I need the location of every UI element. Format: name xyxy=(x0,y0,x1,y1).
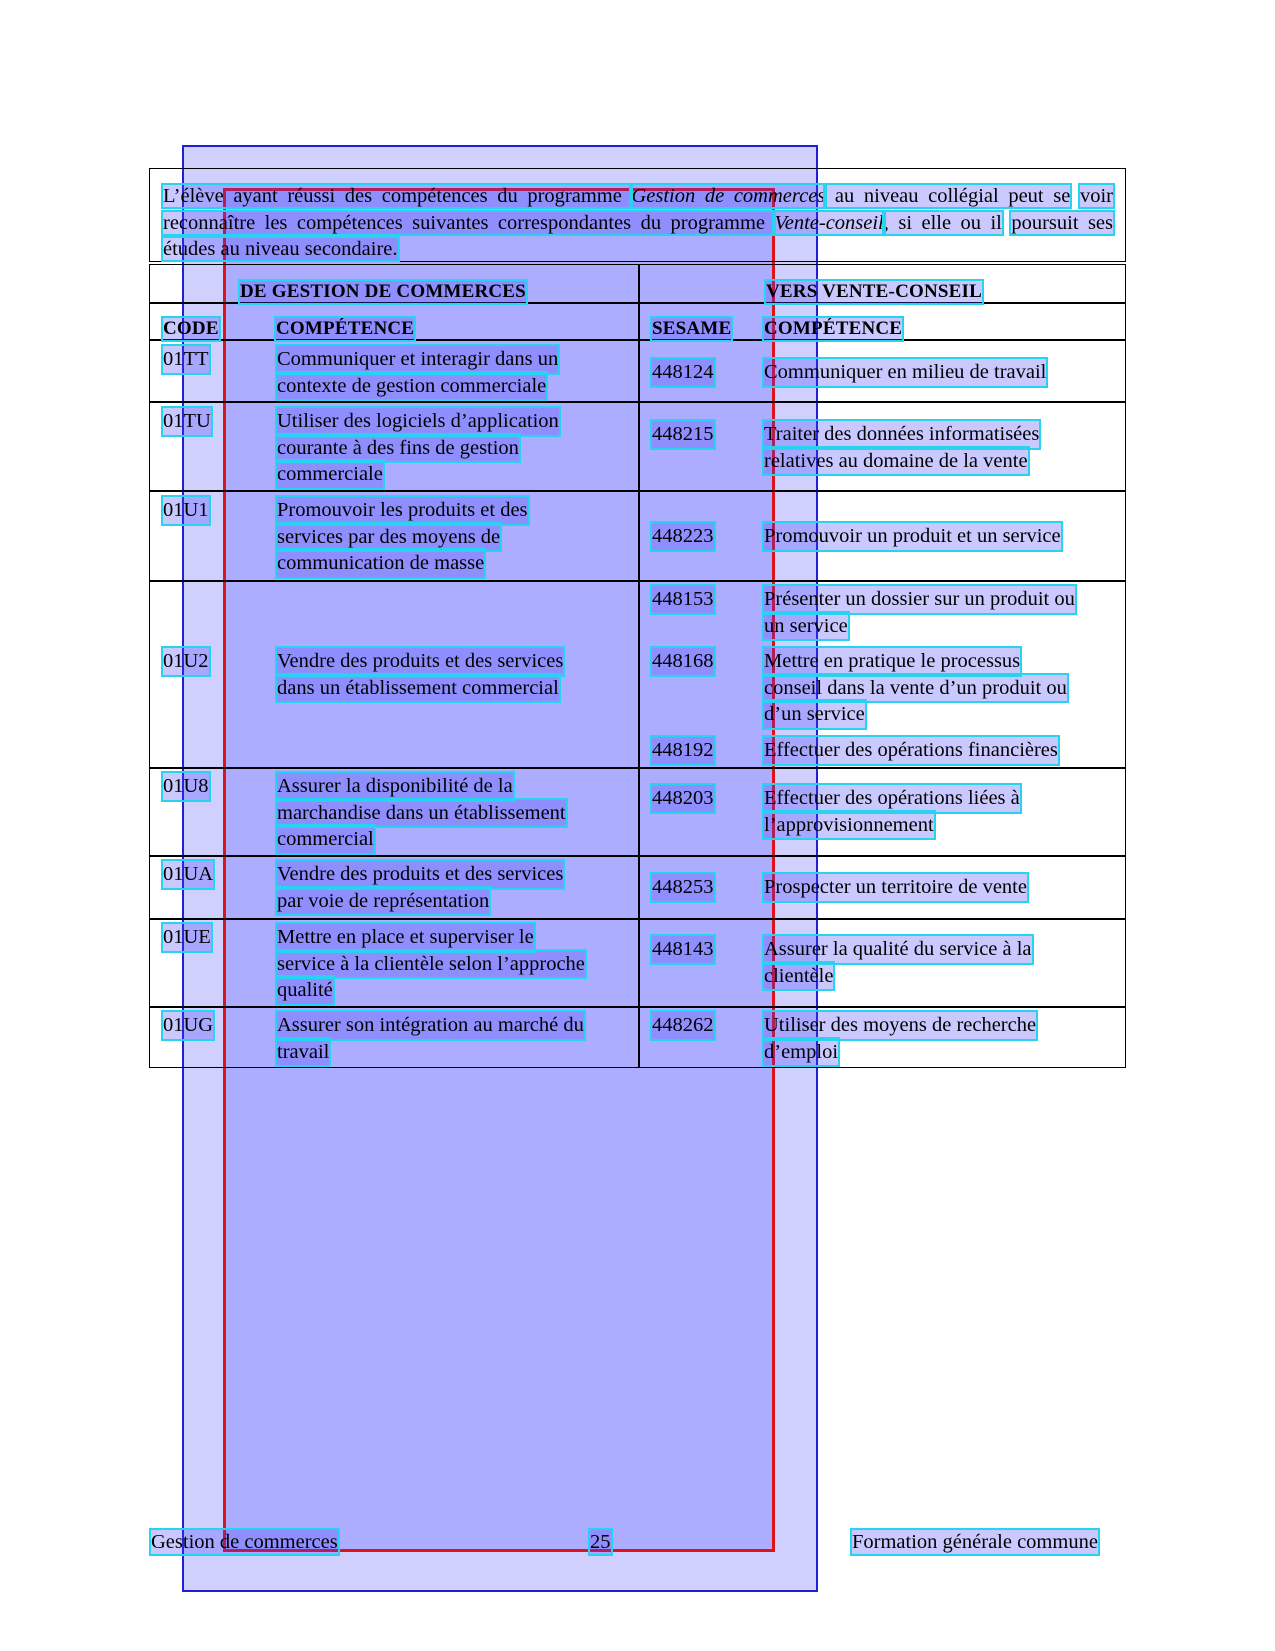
target-competence xyxy=(764,1012,1036,1065)
competence-line: services par des moyens de xyxy=(277,524,500,551)
target-competence xyxy=(764,874,1027,901)
sesame-code: 448203 xyxy=(652,785,714,812)
target-competence xyxy=(764,785,1020,838)
row-competence xyxy=(277,497,528,577)
competence-line: relatives au domaine de la vente xyxy=(764,448,1028,475)
competence-line: d’emploi xyxy=(764,1039,838,1066)
row-competence xyxy=(277,408,559,488)
row-code: 01U8 xyxy=(163,773,209,800)
intro-text-2b: , si elle ou il xyxy=(883,211,1002,234)
competence-line: Prospecter un territoire de vente xyxy=(764,874,1027,901)
row-code: 01U2 xyxy=(163,648,209,675)
row-code: 01TT xyxy=(163,346,209,373)
competence-line: Assurer la disponibilité de la xyxy=(277,773,513,800)
intro-target-program: Vente-conseil xyxy=(774,211,884,234)
target-competence xyxy=(764,523,1061,550)
competence-line: Mettre en place et superviser le xyxy=(277,924,534,951)
competence-line: Effectuer des opérations liées à xyxy=(764,785,1020,812)
table-column-divider xyxy=(638,264,640,1068)
sesame-code: 448143 xyxy=(652,936,714,963)
intro-paragraph xyxy=(163,183,1113,263)
row-code: 01UA xyxy=(163,861,213,888)
target-competence xyxy=(764,737,1058,764)
row-code: 01UG xyxy=(163,1012,213,1039)
target-competence xyxy=(764,648,1067,728)
competence-line: Mettre en pratique le processus xyxy=(764,648,1020,675)
sesame-code: 448215 xyxy=(652,421,714,448)
competence-line: dans un établissement commercial xyxy=(277,675,559,702)
row-competence xyxy=(277,924,585,1004)
row-code: 01UE xyxy=(163,924,211,951)
competence-line: Effectuer des opérations financières xyxy=(764,737,1058,764)
competence-line: Promouvoir les produits et des xyxy=(277,497,528,524)
group-header-target: VERS VENTE-CONSEIL xyxy=(766,281,983,302)
target-competence xyxy=(764,936,1032,989)
column-header-competence-target: COMPÉTENCE xyxy=(764,318,903,339)
competence-line: clientèle xyxy=(764,963,833,990)
competence-line: Communiquer et interagir dans un xyxy=(277,346,558,373)
competence-line: d’un service xyxy=(764,701,865,728)
sesame-code: 448124 xyxy=(652,359,714,386)
intro-text-2a: voir reconnaître les compétences suivantes correspondantes du programme xyxy=(163,185,1113,234)
sesame-code: 448223 xyxy=(652,523,714,550)
intro-text-3: poursuit ses études au niveau secondaire. xyxy=(163,211,1114,260)
footer-section-name: Formation générale commune xyxy=(852,1531,1098,1553)
row-competence xyxy=(277,648,563,701)
target-competence xyxy=(764,359,1046,386)
competence-line: conseil dans la vente d’un produit ou xyxy=(764,675,1067,702)
intro-text-1b: au niveau collégial peut se xyxy=(825,185,1071,207)
sesame-code: 448262 xyxy=(652,1012,714,1039)
competence-line: Vendre des produits et des services xyxy=(277,648,563,675)
row-code: 01U1 xyxy=(163,497,209,524)
competence-line: l’approvisionnement xyxy=(764,812,934,839)
row-competence xyxy=(277,346,558,399)
competence-line: Promouvoir un produit et un service xyxy=(764,523,1061,550)
competence-line: Traiter des données informatisées xyxy=(764,421,1039,448)
column-header-competence: COMPÉTENCE xyxy=(276,318,415,339)
intro-program-name: Gestion de commerces xyxy=(631,185,826,207)
competence-line: Assurer la qualité du service à la xyxy=(764,936,1032,963)
competence-line: par voie de représentation xyxy=(277,888,489,915)
sesame-code: 448253 xyxy=(652,874,714,901)
footer-program-name: Gestion de commerces xyxy=(151,1531,338,1553)
competence-line: commerciale xyxy=(277,461,383,488)
competence-line: Présenter un dossier sur un produit ou xyxy=(764,586,1075,613)
competence-line: qualité xyxy=(277,977,333,1004)
competence-line: contexte de gestion commerciale xyxy=(277,373,546,400)
intro-box xyxy=(149,168,1126,262)
row-code: 01TU xyxy=(163,408,211,435)
competence-line: communication de masse xyxy=(277,550,484,577)
competence-line: marchandise dans un établissement xyxy=(277,800,566,827)
competence-line: Communiquer en milieu de travail xyxy=(764,359,1046,386)
competence-line: Vendre des produits et des services xyxy=(277,861,563,888)
competence-line: service à la clientèle selon l’approche xyxy=(277,951,585,978)
target-competence xyxy=(764,421,1039,474)
competence-line: Utiliser des logiciels d’application xyxy=(277,408,559,435)
competence-line: travail xyxy=(277,1039,329,1066)
competence-line: courante à des fins de gestion xyxy=(277,435,519,462)
group-header-source: DE GESTION DE COMMERCES xyxy=(240,281,526,302)
competence-line: un service xyxy=(764,613,848,640)
competence-line: Assurer son intégration au marché du xyxy=(277,1012,584,1039)
column-header-sesame: SESAME xyxy=(652,318,732,339)
competence-line: commercial xyxy=(277,826,374,853)
row-competence xyxy=(277,1012,584,1065)
column-header-code: CODE xyxy=(163,318,219,339)
competence-line: Utiliser des moyens de recherche xyxy=(764,1012,1036,1039)
sesame-code: 448153 xyxy=(652,586,714,613)
sesame-code: 448168 xyxy=(652,648,714,675)
intro-text-1a: L’élève ayant réussi des compétences du programme xyxy=(163,185,632,207)
sesame-code: 448192 xyxy=(652,737,714,764)
row-competence xyxy=(277,861,563,914)
page-number: 25 xyxy=(590,1531,611,1553)
row-competence xyxy=(277,773,566,853)
target-competence xyxy=(764,586,1075,639)
